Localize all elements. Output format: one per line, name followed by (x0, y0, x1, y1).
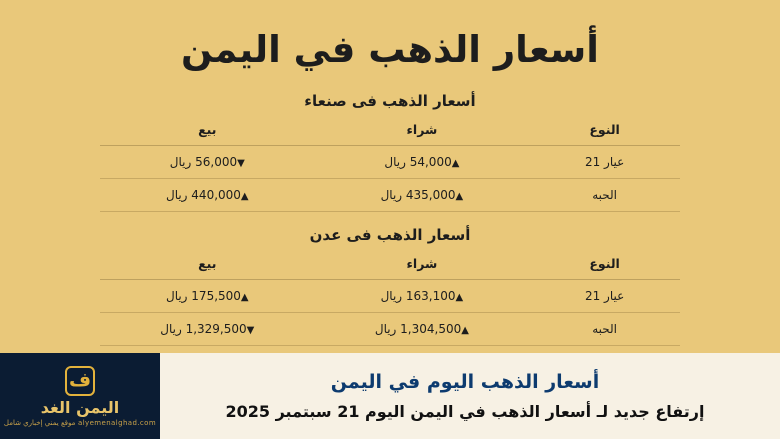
buy-value: 163,100 ريال (380, 289, 456, 304)
buy-trend-icon: ▲ (451, 158, 460, 170)
column-header-type: النوع (529, 250, 680, 280)
cell-sell (100, 179, 315, 212)
sell-trend-icon: ▲ (240, 191, 249, 203)
cell-type: عيار 21 (529, 280, 680, 313)
buy-value: 1,304,500 ريال (374, 322, 462, 337)
table-row (100, 280, 680, 313)
cell-sell (100, 313, 315, 346)
column-header-buy: شراء (315, 116, 530, 146)
cell-buy (315, 313, 530, 346)
sell-value: 1,329,500 ريال (160, 322, 247, 337)
buy-value: 435,000 ريال (380, 188, 456, 203)
cell-buy (315, 280, 530, 313)
sell-value: 440,000 ريال (165, 188, 241, 203)
section-title-sanaa: أسعار الذهب فى صنعاء (304, 92, 476, 111)
sell-trend-icon: ▼ (237, 158, 245, 170)
table-header-row (100, 116, 680, 146)
caption-text (160, 371, 780, 421)
cell-buy (315, 179, 530, 212)
cell-type: الحبه (529, 313, 680, 346)
cell-sell (100, 280, 315, 313)
column-header-sell: بيع (100, 250, 315, 280)
column-header-sell: بيع (100, 116, 315, 146)
table-row (100, 313, 680, 346)
table-row (100, 179, 680, 212)
buy-value: 54,000 ريال (384, 155, 452, 170)
sell-trend-icon: ▼ (246, 325, 255, 337)
price-table-aden (100, 250, 680, 346)
column-header-type: النوع (529, 116, 680, 146)
sell-value: 56,000 ريال (169, 155, 238, 170)
buy-trend-icon: ▲ (455, 292, 464, 304)
caption-headline: أسعار الذهب اليوم في اليمن (330, 371, 600, 393)
table-row (100, 146, 680, 179)
logo-name: اليمن الغد (40, 397, 120, 417)
logo-subtitle: alyemenalghad.com موقع يمني إخباري شامل (3, 418, 157, 427)
table-header-row (100, 250, 680, 280)
cell-sell (100, 146, 315, 179)
logo-mark-icon: ف (65, 366, 95, 396)
column-header-buy: شراء (315, 250, 530, 280)
caption-bar (0, 353, 780, 439)
cell-type: الحبه (529, 179, 680, 212)
site-logo[interactable] (0, 353, 160, 439)
price-table-sanaa (100, 116, 680, 212)
caption-subline: إرتفاع جديد لـ أسعار الذهب في اليمن اليوم 21 سبتمبر 2025 (225, 402, 705, 421)
buy-trend-icon: ▲ (461, 325, 469, 337)
buy-trend-icon: ▲ (455, 191, 464, 203)
page-title: أسعار الذهب في اليمن (180, 28, 599, 71)
sell-trend-icon: ▲ (240, 292, 249, 304)
section-aden (100, 226, 680, 346)
sell-value: 175,500 ريال (165, 289, 241, 304)
section-title-aden: أسعار الذهب فى عدن (309, 226, 471, 245)
cell-buy (315, 146, 530, 179)
section-sanaa (100, 92, 680, 212)
cell-type: عيار 21 (529, 146, 680, 179)
